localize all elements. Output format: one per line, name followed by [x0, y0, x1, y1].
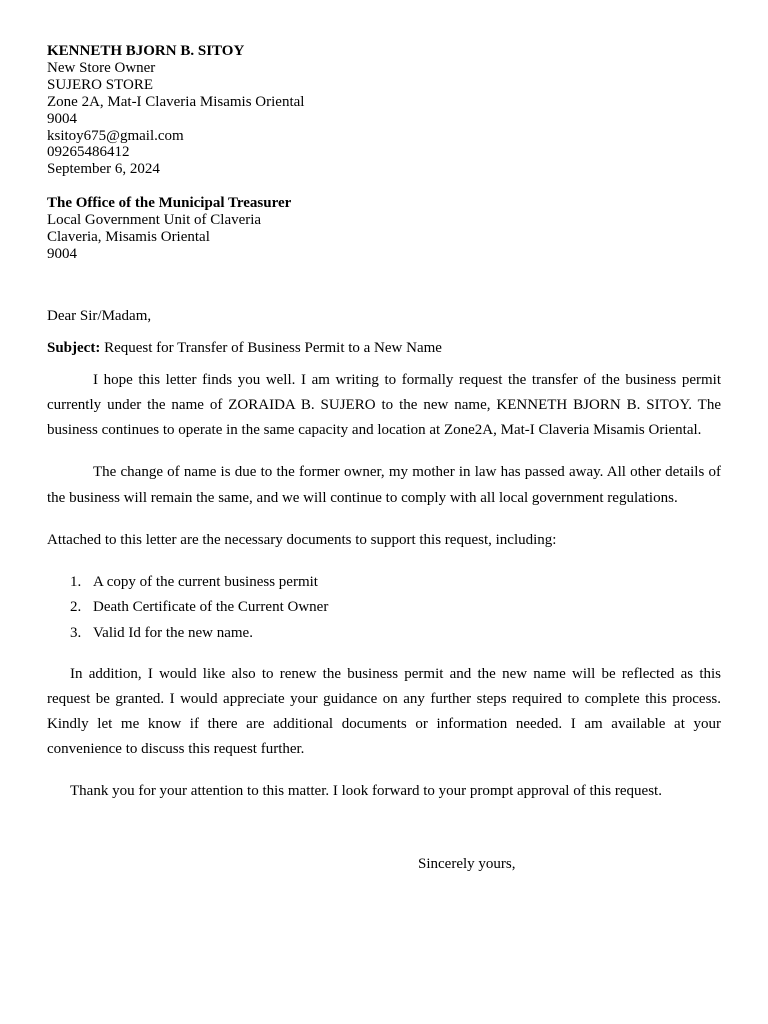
list-item-number: 3. — [70, 624, 82, 641]
list-item — [47, 621, 721, 646]
letter-date: September 6, 2024 — [47, 161, 160, 178]
sender-email: ksitoy675@gmail.com — [47, 127, 184, 144]
body-paragraph-3: Attached to this letter are the necessary documents to support this request, including: — [47, 531, 557, 548]
body-paragraph-4: In addition, I would like also to renew the business permit and the new name will be reflected as this request be granted. I would appreciate your guidance on any further steps required to complete this process. Kindly let me know if there are additional documents or information needed. I am available at your convenience to discuss this request further. — [47, 665, 721, 758]
closing-line: Sincerely yours, — [418, 855, 516, 872]
body-paragraph-2: The change of name is due to the former owner, my mother in law has passed away. All other details of the business will remain the same, and we will continue to comply with all local government regulations. — [47, 464, 721, 506]
subject-text: Request for Transfer of Business Permit to a New Name — [100, 339, 442, 356]
list-item-number: 1. — [70, 574, 82, 591]
recipient-unit: Local Government Unit of Claveria — [47, 212, 262, 229]
list-item — [47, 595, 721, 620]
recipient-city: Claveria, Misamis Oriental — [47, 229, 210, 246]
body-paragraph-1: I hope this letter finds you well. I am writing to formally request the transfer of the business permit currently under the name of ZORAIDA B. SUJERO to the new name, KENNETH BJORN B. SITOY. The business continues to operate in the same capacity and location at Zone2A, Mat-I Claveria Misamis Oriental. — [47, 371, 721, 439]
greeting: Dear Sir/Madam, — [47, 307, 152, 324]
subject-line — [47, 340, 721, 357]
sender-block — [47, 43, 721, 178]
body-paragraph-5: Thank you for your attention to this matter. I look forward to your prompt approval of this request. — [70, 782, 662, 799]
recipient-block — [47, 195, 721, 263]
sender-store: SUJERO STORE — [47, 76, 153, 93]
letter-page — [47, 43, 721, 873]
list-item-text: A copy of the current business permit — [93, 574, 318, 591]
list-item-text: Valid Id for the new name. — [93, 624, 253, 641]
sender-name: KENNETH BJORN B. SITOY — [47, 43, 245, 59]
sender-title: New Store Owner — [47, 59, 156, 76]
sender-zip: 9004 — [47, 110, 77, 127]
subject-label: Subject: — [47, 339, 101, 356]
list-item-text: Death Certificate of the Current Owner — [93, 599, 329, 616]
recipient-zip: 9004 — [47, 245, 77, 262]
attachments-list — [47, 570, 721, 646]
list-item — [47, 570, 721, 595]
sender-phone: 09265486412 — [47, 144, 130, 161]
list-item-number: 2. — [70, 599, 82, 616]
sender-address: Zone 2A, Mat-I Claveria Misamis Oriental — [47, 93, 305, 110]
recipient-office: The Office of the Municipal Treasurer — [47, 195, 292, 212]
